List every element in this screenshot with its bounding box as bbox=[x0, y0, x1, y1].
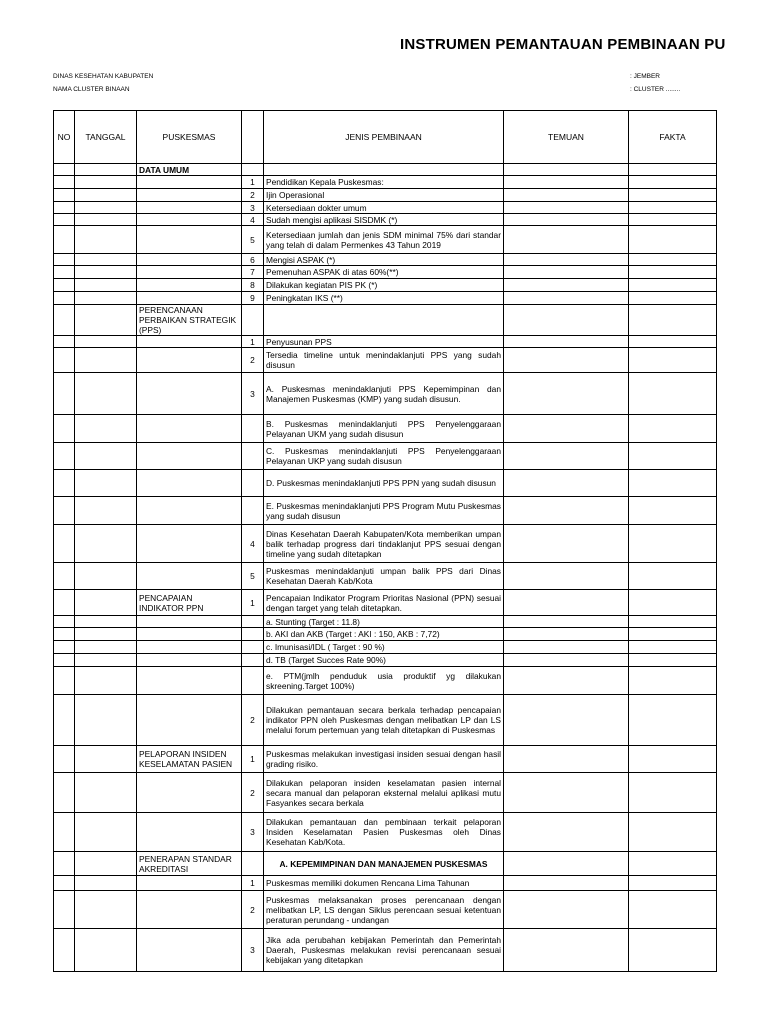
cell-no bbox=[54, 226, 75, 254]
cell-jenis-pembinaan: Puskesmas menindaklanjuti umpan balik PPS dari Dinas Kesehatan Daerah Kab/Kota bbox=[264, 563, 504, 590]
cell-temuan bbox=[504, 695, 629, 746]
cell-section bbox=[137, 929, 242, 972]
table-row bbox=[54, 497, 717, 525]
cell-item-number: 1 bbox=[242, 176, 264, 189]
cell-fakta bbox=[629, 654, 717, 667]
cell-no bbox=[54, 348, 75, 373]
cell-jenis-pembinaan: Ketersediaan dokter umum bbox=[264, 202, 504, 214]
table-row bbox=[54, 348, 717, 373]
cluster-value: : CLUSTER ........ bbox=[630, 86, 681, 93]
cell-item-number bbox=[242, 164, 264, 176]
document-title: INSTRUMEN PEMANTAUAN PEMBINAAN PU bbox=[400, 36, 726, 53]
cell-no bbox=[54, 590, 75, 616]
cell-jenis-pembinaan: e. PTM(jmlh penduduk usia produktif yg dilakukan skreening.Target 100%) bbox=[264, 667, 504, 695]
cell-no bbox=[54, 164, 75, 176]
cell-no bbox=[54, 373, 75, 415]
table-row bbox=[54, 373, 717, 415]
cell-no bbox=[54, 641, 75, 654]
table-row bbox=[54, 773, 717, 813]
cell-fakta bbox=[629, 641, 717, 654]
cell-fakta bbox=[629, 443, 717, 470]
cell-fakta bbox=[629, 336, 717, 348]
table-row bbox=[54, 654, 717, 667]
cell-jenis-pembinaan: Penyusunan PPS bbox=[264, 336, 504, 348]
cell-tanggal bbox=[75, 266, 137, 279]
cell-item-number: 8 bbox=[242, 279, 264, 292]
cell-section bbox=[137, 641, 242, 654]
cell-fakta bbox=[629, 305, 717, 336]
cell-tanggal bbox=[75, 852, 137, 876]
table-row bbox=[54, 667, 717, 695]
cell-section bbox=[137, 497, 242, 525]
cell-temuan bbox=[504, 415, 629, 443]
cell-fakta bbox=[629, 628, 717, 641]
cell-section bbox=[137, 254, 242, 266]
cell-temuan bbox=[504, 590, 629, 616]
cell-item-number: 5 bbox=[242, 226, 264, 254]
cell-tanggal bbox=[75, 628, 137, 641]
cell-tanggal bbox=[75, 497, 137, 525]
table-row bbox=[54, 470, 717, 497]
table-row bbox=[54, 292, 717, 305]
cell-temuan bbox=[504, 443, 629, 470]
cell-jenis-pembinaan: Dilakukan pemantauan secara berkala terhadap pencapaian indikator PPN oleh Puskesmas dengan melibatkan LP dan LS melalui forum pertemuan yang telah ditetapkan di Puskesmas bbox=[264, 695, 504, 746]
cell-no bbox=[54, 773, 75, 813]
cell-item-number bbox=[242, 470, 264, 497]
cell-fakta bbox=[629, 891, 717, 929]
cell-fakta bbox=[629, 497, 717, 525]
cell-jenis-pembinaan: Dilakukan kegiatan PIS PK (*) bbox=[264, 279, 504, 292]
cell-item-number: 4 bbox=[242, 525, 264, 563]
cell-jenis-pembinaan: Puskesmas melakukan investigasi insiden sesuai dengan hasil grading risiko. bbox=[264, 746, 504, 773]
cell-jenis-pembinaan: Dilakukan pemantauan dan pembinaan terkait pelaporan Insiden Keselamatan Pasien Puskesmas oleh Dinas Kesehatan Kab/Kota. bbox=[264, 813, 504, 852]
cell-temuan bbox=[504, 891, 629, 929]
cell-section bbox=[137, 279, 242, 292]
cell-item-number bbox=[242, 415, 264, 443]
cell-item-number: 3 bbox=[242, 202, 264, 214]
cell-tanggal bbox=[75, 164, 137, 176]
cell-fakta bbox=[629, 876, 717, 891]
cell-fakta bbox=[629, 164, 717, 176]
cell-section bbox=[137, 266, 242, 279]
column-header-number bbox=[242, 111, 264, 164]
column-header-no: NO bbox=[54, 111, 75, 164]
table-row bbox=[54, 876, 717, 891]
cell-temuan bbox=[504, 563, 629, 590]
dinas-value: : JEMBER bbox=[630, 73, 660, 80]
monitoring-table bbox=[53, 110, 717, 972]
cell-fakta bbox=[629, 852, 717, 876]
cell-item-number bbox=[242, 667, 264, 695]
table-row bbox=[54, 746, 717, 773]
cell-jenis-pembinaan: Sudah mengisi aplikasi SISDMK (*) bbox=[264, 214, 504, 226]
cell-section: PENERAPAN STANDAR AKREDITASI bbox=[137, 852, 242, 876]
cell-temuan bbox=[504, 813, 629, 852]
cell-fakta bbox=[629, 176, 717, 189]
cell-item-number bbox=[242, 616, 264, 628]
cell-tanggal bbox=[75, 695, 137, 746]
cell-jenis-pembinaan: Puskesmas melaksanakan proses perencanaan dengan melibatkan LP, LS dengan Siklus perencaan sesuai ketentuan peraturan perundang - undangan bbox=[264, 891, 504, 929]
cell-tanggal bbox=[75, 189, 137, 202]
cell-jenis-pembinaan: Peningkatan IKS (**) bbox=[264, 292, 504, 305]
cell-no bbox=[54, 443, 75, 470]
cell-no bbox=[54, 746, 75, 773]
cell-jenis-pembinaan: Pencapaian Indikator Program Prioritas Nasional (PPN) sesuai dengan target yang telah ditetapkan. bbox=[264, 590, 504, 616]
cell-section bbox=[137, 214, 242, 226]
cell-tanggal bbox=[75, 214, 137, 226]
cell-fakta bbox=[629, 266, 717, 279]
cell-jenis-pembinaan: Pendidikan Kepala Puskesmas: bbox=[264, 176, 504, 189]
cell-jenis-pembinaan: Jika ada perubahan kebijakan Pemerintah dan Pemerintah Daerah, Puskesmas melakukan revisi perencanaan sesuai kebijakan yang ditetapkan bbox=[264, 929, 504, 972]
cell-temuan bbox=[504, 214, 629, 226]
cell-fakta bbox=[629, 202, 717, 214]
cell-item-number: 2 bbox=[242, 348, 264, 373]
table-row bbox=[54, 590, 717, 616]
cell-no bbox=[54, 563, 75, 590]
table-row bbox=[54, 813, 717, 852]
cell-temuan bbox=[504, 746, 629, 773]
cell-tanggal bbox=[75, 305, 137, 336]
cell-section bbox=[137, 226, 242, 254]
cell-item-number: 2 bbox=[242, 695, 264, 746]
cell-fakta bbox=[629, 667, 717, 695]
table-row bbox=[54, 305, 717, 336]
cell-item-number: 5 bbox=[242, 563, 264, 590]
cell-jenis-pembinaan: Dilakukan pelaporan insiden keselamatan pasien internal secara manual dan pelaporan eksternal melalui aplikasi mutu Fasyankes secara berkala bbox=[264, 773, 504, 813]
cell-temuan bbox=[504, 254, 629, 266]
table-row bbox=[54, 616, 717, 628]
cell-jenis-pembinaan: A. KEPEMIMPINAN DAN MANAJEMEN PUSKESMAS bbox=[264, 852, 504, 876]
cell-temuan bbox=[504, 266, 629, 279]
cell-temuan bbox=[504, 470, 629, 497]
cell-section bbox=[137, 470, 242, 497]
cell-tanggal bbox=[75, 563, 137, 590]
cell-jenis-pembinaan: B. Puskesmas menindaklanjuti PPS Penyelenggaraan Pelayanan UKM yang sudah disusun bbox=[264, 415, 504, 443]
cell-section bbox=[137, 176, 242, 189]
cell-temuan bbox=[504, 852, 629, 876]
table-row bbox=[54, 164, 717, 176]
cell-section bbox=[137, 616, 242, 628]
cell-fakta bbox=[629, 746, 717, 773]
cell-section bbox=[137, 628, 242, 641]
cell-tanggal bbox=[75, 292, 137, 305]
column-header-fakta: FAKTA bbox=[629, 111, 717, 164]
table-row bbox=[54, 929, 717, 972]
cell-jenis-pembinaan: Pemenuhan ASPAK di atas 60%(**) bbox=[264, 266, 504, 279]
cell-fakta bbox=[629, 189, 717, 202]
cell-item-number: 6 bbox=[242, 254, 264, 266]
cell-fakta bbox=[629, 813, 717, 852]
table-row bbox=[54, 226, 717, 254]
cell-no bbox=[54, 616, 75, 628]
cell-fakta bbox=[629, 525, 717, 563]
table-row bbox=[54, 266, 717, 279]
cell-tanggal bbox=[75, 891, 137, 929]
cell-fakta bbox=[629, 292, 717, 305]
cell-temuan bbox=[504, 773, 629, 813]
table-row bbox=[54, 891, 717, 929]
cell-no bbox=[54, 202, 75, 214]
cell-no bbox=[54, 254, 75, 266]
cell-no bbox=[54, 214, 75, 226]
table-row bbox=[54, 189, 717, 202]
cell-section bbox=[137, 563, 242, 590]
cell-jenis-pembinaan: d. TB (Target Succes Rate 90%) bbox=[264, 654, 504, 667]
cell-temuan bbox=[504, 189, 629, 202]
cell-jenis-pembinaan: Ketersediaan jumlah dan jenis SDM minimal 75% dari standar yang telah di dalam Permenkes 43 Tahun 2019 bbox=[264, 226, 504, 254]
cell-item-number bbox=[242, 305, 264, 336]
cell-jenis-pembinaan bbox=[264, 164, 504, 176]
table-row bbox=[54, 695, 717, 746]
cell-tanggal bbox=[75, 929, 137, 972]
cell-no bbox=[54, 891, 75, 929]
table-row bbox=[54, 202, 717, 214]
cell-temuan bbox=[504, 654, 629, 667]
cell-jenis-pembinaan bbox=[264, 305, 504, 336]
cell-tanggal bbox=[75, 336, 137, 348]
table-row bbox=[54, 415, 717, 443]
cell-item-number: 2 bbox=[242, 891, 264, 929]
cell-section bbox=[137, 415, 242, 443]
column-header-temuan: TEMUAN bbox=[504, 111, 629, 164]
cell-section bbox=[137, 443, 242, 470]
cell-tanggal bbox=[75, 876, 137, 891]
cell-no bbox=[54, 813, 75, 852]
table-row bbox=[54, 176, 717, 189]
cell-section bbox=[137, 348, 242, 373]
cell-no bbox=[54, 415, 75, 443]
column-header-tanggal: TANGGAL bbox=[75, 111, 137, 164]
cell-tanggal bbox=[75, 590, 137, 616]
cell-tanggal bbox=[75, 443, 137, 470]
table-row bbox=[54, 279, 717, 292]
cell-no bbox=[54, 279, 75, 292]
cell-tanggal bbox=[75, 654, 137, 667]
cell-tanggal bbox=[75, 415, 137, 443]
cell-temuan bbox=[504, 164, 629, 176]
cell-jenis-pembinaan: c. Imunisasi/IDL ( Target : 90 %) bbox=[264, 641, 504, 654]
table-row bbox=[54, 525, 717, 563]
cell-tanggal bbox=[75, 813, 137, 852]
table-row bbox=[54, 254, 717, 266]
table-row bbox=[54, 336, 717, 348]
cell-item-number: 1 bbox=[242, 590, 264, 616]
cell-temuan bbox=[504, 279, 629, 292]
cell-tanggal bbox=[75, 279, 137, 292]
cell-temuan bbox=[504, 525, 629, 563]
cell-fakta bbox=[629, 616, 717, 628]
cell-temuan bbox=[504, 292, 629, 305]
cell-temuan bbox=[504, 373, 629, 415]
cell-section: PENCAPAIAN INDIKATOR PPN bbox=[137, 590, 242, 616]
cell-tanggal bbox=[75, 202, 137, 214]
cell-item-number: 2 bbox=[242, 189, 264, 202]
cell-tanggal bbox=[75, 746, 137, 773]
cell-no bbox=[54, 525, 75, 563]
cell-no bbox=[54, 176, 75, 189]
cell-section: DATA UMUM bbox=[137, 164, 242, 176]
cell-item-number: 4 bbox=[242, 214, 264, 226]
cell-section bbox=[137, 667, 242, 695]
cell-fakta bbox=[629, 348, 717, 373]
cell-jenis-pembinaan: D. Puskesmas menindaklanjuti PPS PPN yang sudah disusun bbox=[264, 470, 504, 497]
cell-item-number: 1 bbox=[242, 876, 264, 891]
cell-fakta bbox=[629, 929, 717, 972]
cell-section bbox=[137, 891, 242, 929]
cell-item-number: 9 bbox=[242, 292, 264, 305]
cell-tanggal bbox=[75, 254, 137, 266]
cell-item-number bbox=[242, 641, 264, 654]
cell-section bbox=[137, 525, 242, 563]
cell-tanggal bbox=[75, 616, 137, 628]
cell-fakta bbox=[629, 373, 717, 415]
cell-item-number: 3 bbox=[242, 929, 264, 972]
cell-temuan bbox=[504, 628, 629, 641]
table-row bbox=[54, 443, 717, 470]
cell-no bbox=[54, 667, 75, 695]
cell-item-number: 3 bbox=[242, 813, 264, 852]
table-row bbox=[54, 628, 717, 641]
cell-section: PELAPORAN INSIDEN KESELAMATAN PASIEN bbox=[137, 746, 242, 773]
cell-fakta bbox=[629, 695, 717, 746]
cell-jenis-pembinaan: Puskesmas memiliki dokumen Rencana Lima Tahunan bbox=[264, 876, 504, 891]
cell-tanggal bbox=[75, 773, 137, 813]
cell-temuan bbox=[504, 348, 629, 373]
cell-section bbox=[137, 695, 242, 746]
cell-item-number bbox=[242, 443, 264, 470]
cell-fakta bbox=[629, 214, 717, 226]
dinas-label: DINAS KESEHATAN KABUPATEN bbox=[53, 73, 154, 80]
cell-item-number: 2 bbox=[242, 773, 264, 813]
cell-no bbox=[54, 695, 75, 746]
cell-no bbox=[54, 189, 75, 202]
cell-fakta bbox=[629, 563, 717, 590]
cell-temuan bbox=[504, 616, 629, 628]
cell-item-number bbox=[242, 654, 264, 667]
cell-temuan bbox=[504, 305, 629, 336]
cell-no bbox=[54, 470, 75, 497]
cell-section bbox=[137, 773, 242, 813]
cell-item-number bbox=[242, 628, 264, 641]
cell-no bbox=[54, 292, 75, 305]
cell-no bbox=[54, 929, 75, 972]
cell-fakta bbox=[629, 590, 717, 616]
cell-no bbox=[54, 497, 75, 525]
cell-no bbox=[54, 305, 75, 336]
cell-section bbox=[137, 292, 242, 305]
cell-temuan bbox=[504, 667, 629, 695]
cell-section bbox=[137, 813, 242, 852]
cell-temuan bbox=[504, 202, 629, 214]
cell-temuan bbox=[504, 929, 629, 972]
cell-temuan bbox=[504, 497, 629, 525]
cell-section bbox=[137, 373, 242, 415]
cell-jenis-pembinaan: Dinas Kesehatan Daerah Kabupaten/Kota memberikan umpan balik terhadap progress dari tindaklanjut PPS sesuai dengan timeline yang sudah ditetapkan bbox=[264, 525, 504, 563]
cell-jenis-pembinaan: b. AKI dan AKB (Target : AKI : 150, AKB : 7,72) bbox=[264, 628, 504, 641]
cell-fakta bbox=[629, 254, 717, 266]
cell-no bbox=[54, 336, 75, 348]
cell-section bbox=[137, 336, 242, 348]
column-header-puskesmas: PUSKESMAS bbox=[137, 111, 242, 164]
cell-jenis-pembinaan: Tersedia timeline untuk menindaklanjuti PPS yang sudah disusun bbox=[264, 348, 504, 373]
cell-fakta bbox=[629, 773, 717, 813]
cell-fakta bbox=[629, 415, 717, 443]
cell-temuan bbox=[504, 226, 629, 254]
table-row bbox=[54, 852, 717, 876]
cell-item-number: 1 bbox=[242, 336, 264, 348]
cell-temuan bbox=[504, 336, 629, 348]
column-header-jenis-pembinaan: JENIS PEMBINAAN bbox=[264, 111, 504, 164]
cell-fakta bbox=[629, 279, 717, 292]
cell-jenis-pembinaan: Ijin Operasional bbox=[264, 189, 504, 202]
cell-section bbox=[137, 202, 242, 214]
table-row bbox=[54, 641, 717, 654]
cell-tanggal bbox=[75, 176, 137, 189]
cluster-label: NAMA CLUSTER BINAAN bbox=[53, 86, 130, 93]
cell-tanggal bbox=[75, 373, 137, 415]
cell-no bbox=[54, 852, 75, 876]
cell-item-number: 1 bbox=[242, 746, 264, 773]
cell-tanggal bbox=[75, 226, 137, 254]
cell-temuan bbox=[504, 176, 629, 189]
cell-jenis-pembinaan: E. Puskesmas menindaklanjuti PPS Program Mutu Puskesmas yang sudah disusun bbox=[264, 497, 504, 525]
cell-temuan bbox=[504, 641, 629, 654]
cell-jenis-pembinaan: Mengisi ASPAK (*) bbox=[264, 254, 504, 266]
cell-item-number: 3 bbox=[242, 373, 264, 415]
cell-section bbox=[137, 654, 242, 667]
cell-no bbox=[54, 876, 75, 891]
cell-jenis-pembinaan: C. Puskesmas menindaklanjuti PPS Penyelenggaraan Pelayanan UKP yang sudah disusun bbox=[264, 443, 504, 470]
cell-section: PERENCANAAN PERBAIKAN STRATEGIK (PPS) bbox=[137, 305, 242, 336]
cell-jenis-pembinaan: a. Stunting (Target : 11.8) bbox=[264, 616, 504, 628]
cell-tanggal bbox=[75, 470, 137, 497]
cell-no bbox=[54, 628, 75, 641]
cell-section bbox=[137, 189, 242, 202]
cell-tanggal bbox=[75, 348, 137, 373]
cell-section bbox=[137, 876, 242, 891]
cell-no bbox=[54, 266, 75, 279]
cell-fakta bbox=[629, 226, 717, 254]
table-row bbox=[54, 214, 717, 226]
cell-tanggal bbox=[75, 641, 137, 654]
cell-item-number: 7 bbox=[242, 266, 264, 279]
table-header-row bbox=[54, 111, 717, 164]
table-row bbox=[54, 563, 717, 590]
cell-no bbox=[54, 654, 75, 667]
cell-jenis-pembinaan: A. Puskesmas menindaklanjuti PPS Kepemimpinan dan Manajemen Puskesmas (KMP) yang sudah disusun. bbox=[264, 373, 504, 415]
cell-fakta bbox=[629, 470, 717, 497]
cell-temuan bbox=[504, 876, 629, 891]
cell-tanggal bbox=[75, 525, 137, 563]
cell-item-number bbox=[242, 852, 264, 876]
cell-item-number bbox=[242, 497, 264, 525]
cell-tanggal bbox=[75, 667, 137, 695]
